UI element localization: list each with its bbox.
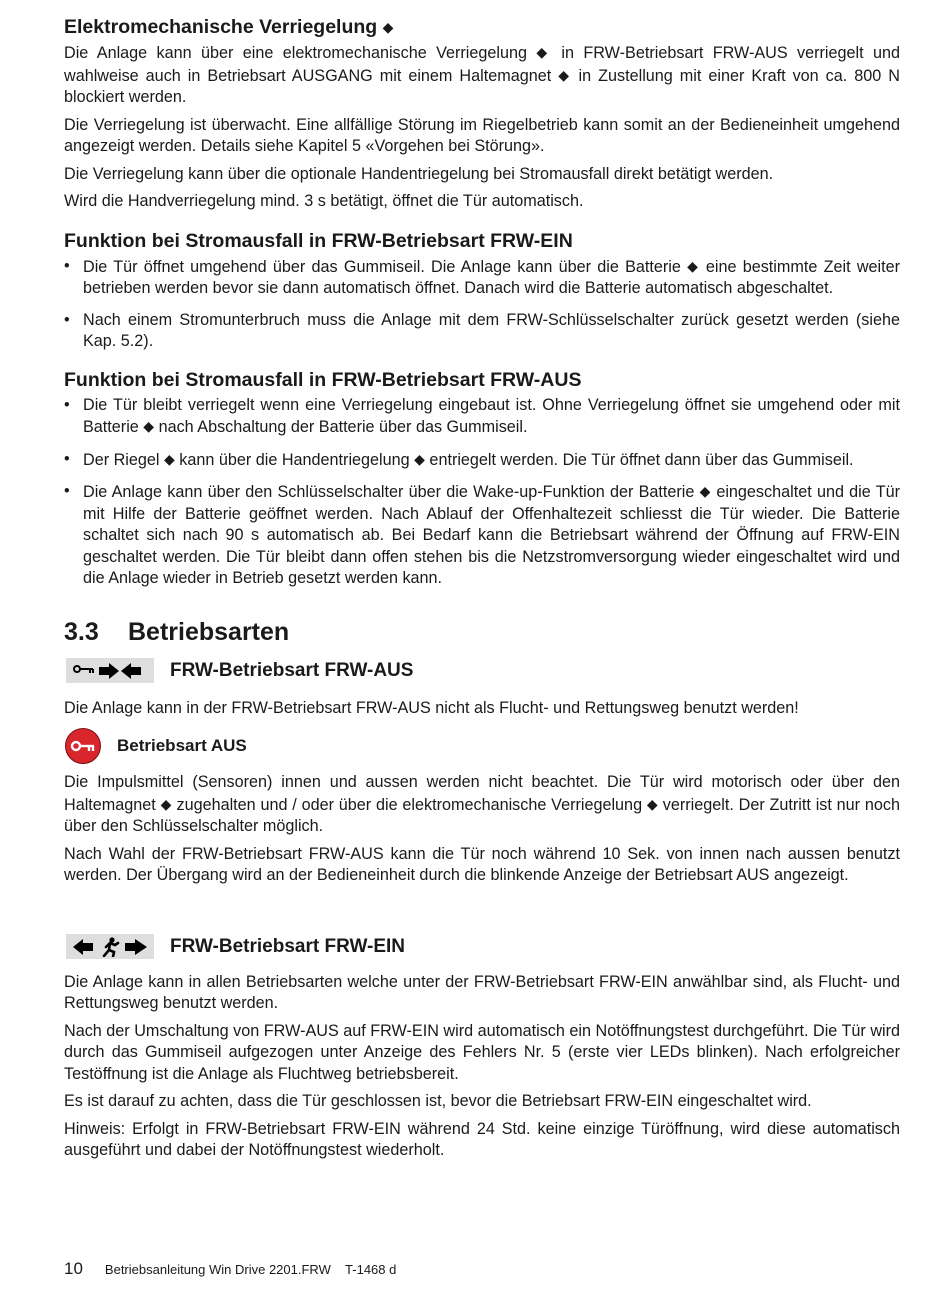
section-number: 3.3 (64, 617, 99, 646)
paragraph: Die Anlage kann über eine elektromechanische Verriegelung ◆ in FRW-Betriebsart FRW-AUS verriegelt und wahlweise auch in Betriebsart AUSGANG mit einem Haltemagnet ◆ in Zustellung mit einer Kraft von ca. 800 N blockiert werden. (64, 44, 900, 106)
paragraph: Hinweis: Erfolgt in FRW-Betriebsart FRW-EIN während 24 Std. keine einzige Türöffnung, wird diese automatisch ausgeführt und dabei der Notöffnungstest wiederholt. (64, 1119, 900, 1159)
key-and-inward-arrows-icon (66, 658, 154, 683)
paragraph: Die Verriegelung kann über die optionale Handentriegelung bei Stromausfall direkt betätigt werden. (64, 164, 774, 183)
betriebsart-aus-header (64, 726, 900, 766)
paragraph: Nach der Umschaltung von FRW-AUS auf FRW-EIN wird automatisch ein Notöffnungstest durchgeführt. Die Tür wird durch das Gummiseil aufgezogen unter Anzeige des Fehlers Nr. 5 (erste vier LEDs blinken). Nach erfolgreicher Testöffnung ist die Anlage als Fluchtweg betriebsbereit. (64, 1021, 900, 1083)
diamond-marker-icon: ◆ (382, 19, 394, 35)
diamond-marker-icon: ◆ (536, 44, 553, 60)
heading-stromausfall-frw-aus: Funktion bei Stromausfall in FRW-Betriebsart FRW-AUS (64, 368, 582, 391)
section-heading (64, 616, 900, 648)
document-reference: Betriebsanleitung Win Drive 2201.FRW T-1468 d (104, 1262, 397, 1277)
paragraph: Die Impulsmittel (Sensoren) innen und aussen werden nicht beachtet. Die Tür wird motorisch oder über den Haltemagnet ◆ zugehalten und / oder über die elektromechanische Verriegelung ◆ verriegelt. Der Zutritt ist nur noch über den Schlüsselschalter möglich. (64, 773, 900, 835)
mode-header-frw-aus (64, 656, 900, 686)
heading-elektromechanische-verriegelung (64, 14, 900, 40)
list-item: • Die Tür bleibt verriegelt wenn eine Verriegelung eingebaut ist. Ohne Verriegelung öffnet sie umgehend oder mit Batterie ◆ nach Abschaltung der Batterie über das Gummiseil. (64, 395, 900, 439)
diamond-marker-icon: ◆ (160, 795, 172, 812)
bullet-list (64, 395, 900, 590)
page-number: 10 (64, 1259, 83, 1278)
heading-text: Elektromechanische Verriegelung (64, 16, 378, 38)
mode-title: FRW-Betriebsart FRW-EIN (170, 935, 405, 957)
running-person-outward-arrows-icon (66, 934, 154, 959)
list-item: • Nach einem Stromunterbruch muss die Anlage mit dem FRW-Schlüsselschalter zurück gesetzt werden (siehe Kap. 5.2). (64, 310, 900, 353)
paragraph: Nach Wahl der FRW-Betriebsart FRW-AUS kann die Tür noch während 10 Sek. von innen nach aussen benutzt werden. Der Übergang wird an der Bedieneinheit durch die blinkende Anzeige der Betriebsart AUS angezeigt. (64, 844, 900, 884)
list-item: • Die Anlage kann über den Schlüsselschalter über die Wake-up-Funktion der Batterie ◆ eingeschaltet und die Tür mit Hilfe der Batterie geöffnet werden. Nach Ablauf der Offenhaltezeit schliesst die Tür wieder. Die Batterie schaltet sich nach 90 s automatisch ab. Bei Bedarf kann die Betriebsart während der Öffnung auf FRW-EIN geschaltet werden. Die Tür bleibt dann offen stehen bis die Netzstromversorgung wieder eingeschaltet wird und die Anlage wieder in Betrieb gesetzt werden kann. (64, 481, 900, 590)
diamond-marker-icon: ◆ (163, 450, 175, 467)
list-item: • Die Tür öffnet umgehend über das Gummiseil. Die Anlage kann über die Batterie ◆ eine bestimmte Zeit weiter betrieben werden bevor sie dann automatisch öffnet. Danach wird die Batterie automatisch abgeschaltet. (64, 256, 900, 300)
diamond-marker-icon: ◆ (414, 450, 425, 467)
diamond-marker-icon: ◆ (687, 257, 700, 274)
document-page (64, 14, 900, 1162)
list-item: • Der Riegel ◆ kann über die Handentriegelung ◆ entriegelt werden. Die Tür öffnet dann über das Gummiseil. (64, 449, 900, 472)
mode-title: FRW-Betriebsart FRW-AUS (170, 659, 414, 681)
heading-stromausfall-frw-ein: Funktion bei Stromausfall in FRW-Betriebsart FRW-EIN (64, 229, 573, 252)
paragraph: Es ist darauf zu achten, dass die Tür geschlossen ist, bevor die Betriebsart FRW-EIN eingeschaltet wird. (64, 1092, 812, 1110)
diamond-marker-icon: ◆ (558, 66, 572, 83)
diamond-marker-icon: ◆ (646, 795, 658, 812)
diamond-marker-icon: ◆ (699, 483, 712, 499)
paragraph: Die Anlage kann in der FRW-Betriebsart FRW-AUS nicht als Flucht- und Rettungsweg benutzt werden! (64, 698, 799, 717)
paragraph: Die Verriegelung ist überwacht. Eine allfällige Störung im Riegelbetrieb kann somit an der Bedieneinheit umgehend angezeigt werden. Details siehe Kapitel 5 «Vorgehen bei Störung». (64, 115, 900, 155)
aus-title: Betriebsart AUS (117, 736, 247, 755)
bullet-list (64, 256, 900, 353)
page-footer (64, 1259, 396, 1279)
red-key-icon (65, 728, 101, 764)
paragraph: Wird die Handverriegelung mind. 3 s betätigt, öffnet die Tür automatisch. (64, 192, 584, 210)
diamond-marker-icon: ◆ (143, 418, 155, 434)
mode-header-frw-ein (64, 932, 900, 962)
paragraph: Die Anlage kann in allen Betriebsarten welche unter der FRW-Betriebsart FRW-EIN anwählbar sind, als Flucht- und Rettungsweg benutzt werden. (64, 972, 900, 1012)
section-title: Betriebsarten (128, 617, 290, 646)
